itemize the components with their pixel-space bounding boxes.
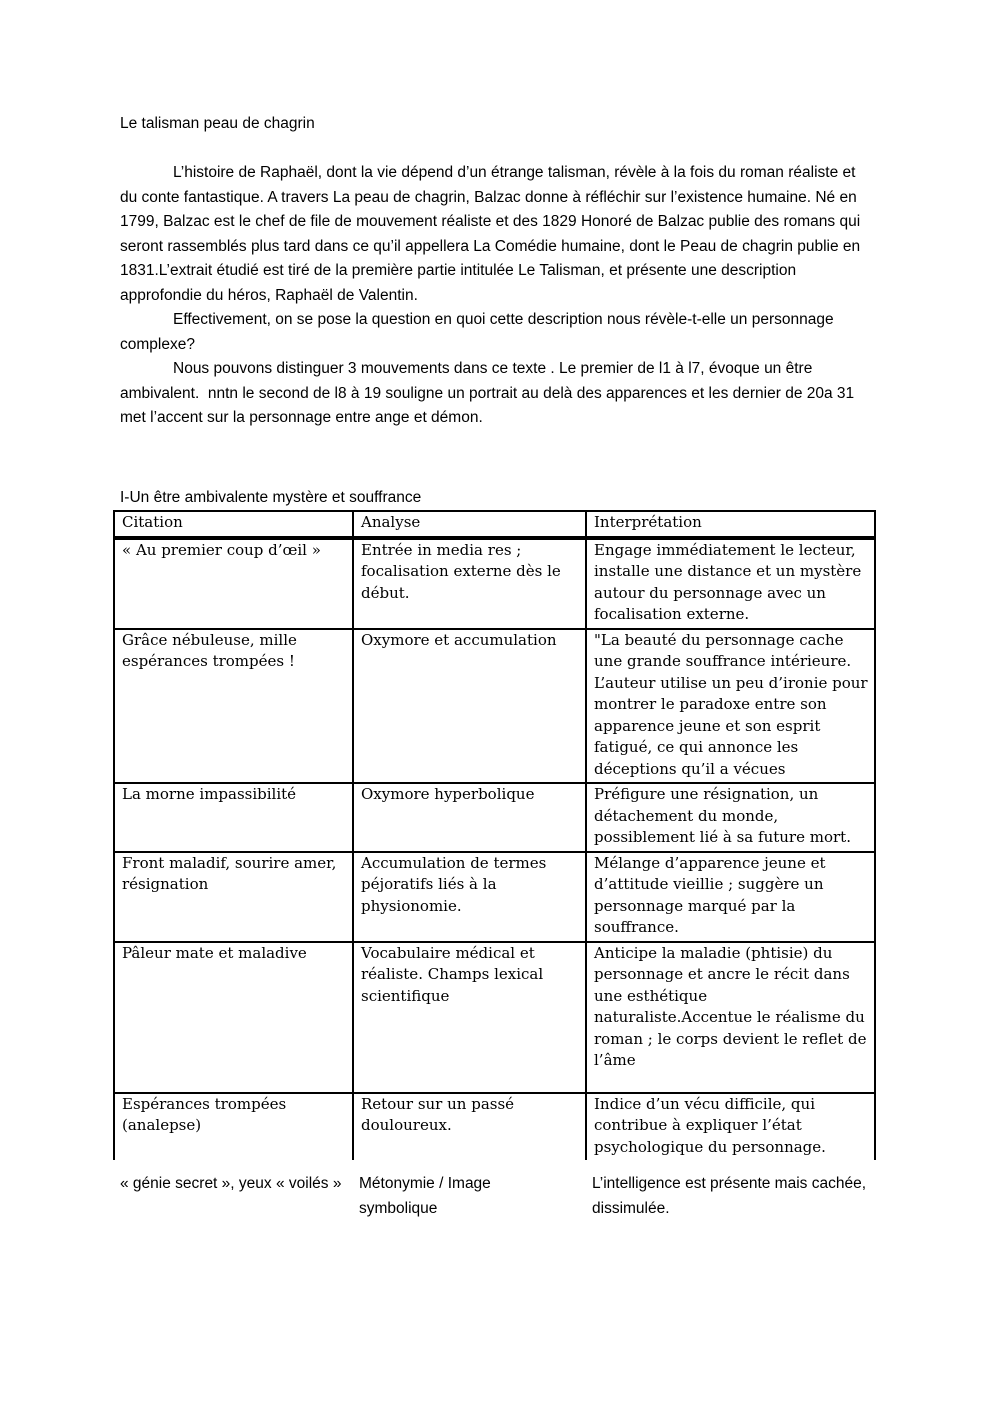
intro-paragraph: L’histoire de Raphaël, dont la vie dépend d’un étrange talisman, révèle à la fois du roman réaliste et du conte fantastique. A travers La peau de chagrin, Balzac donne à réfléchir sur l’existence humaine. Né en 1799, Balzac est le chef de file de mouvement réaliste et des 1829 Honoré de Balzac publie des romans qui seront rassemblés plus tard dans ce qu’il appellera La Comédie humaine, dont le Peau de chagrin publie en 1831.L’extrait étudié est tiré de la première partie intitulée Le Talisman, et présente une description approfondie du héros, Raphaël de Valentin. <box>120 164 865 304</box>
table-row <box>114 852 875 942</box>
table-row <box>114 942 875 1093</box>
table-row <box>114 783 875 852</box>
cell-citation: Grâce nébuleuse, mille espérances trompées ! <box>114 629 353 784</box>
cell-analyse: Entrée in media res ; focalisation externe dès le début. <box>353 538 586 629</box>
cell-interpretation: "La beauté du personnage cache une grande souffrance intérieure. L’auteur utilise un peu d’ironie pour montrer le paradoxe entre son apparence jeune et son esprit fatigué, ce qui annonce les déceptions qu’il a vécues <box>586 629 875 784</box>
document-content <box>120 112 874 1221</box>
cell-interpretation: Engage immédiatement le lecteur, installe une distance et un mystère autour du personnage avec un focalisation externe. <box>586 538 875 629</box>
column-header-interpretation: Interprétation <box>586 511 875 538</box>
cell-interpretation: Préfigure une résignation, un détachement du monde, possiblement lié à sa future mort. <box>586 783 875 852</box>
cell-analyse: Accumulation de termes péjoratifs liés à la physionomie. <box>353 852 586 942</box>
cell-citation: Pâleur mate et maladive <box>114 942 353 1093</box>
column-header-analyse: Analyse <box>353 511 586 538</box>
section-gap <box>120 431 874 486</box>
overflow-analyse: Métonymie / Image symbolique <box>359 1175 491 1217</box>
cell-interpretation: Anticipe la maladie (phtisie) du personnage et ancre le récit dans une esthétique naturaliste.Accentue le réalisme du roman ; le corps devient le reflet de l’âme <box>586 942 875 1093</box>
cell-citation: Front maladif, sourire amer, résignation <box>114 852 353 942</box>
cell-analyse: Vocabulaire médical et réaliste. Champs lexical scientifique <box>353 942 586 1093</box>
problematique-paragraph: Effectivement, on se pose la question en quoi cette description nous révèle-t-elle un personnage complexe? <box>120 311 838 353</box>
table-row <box>114 538 875 629</box>
cell-analyse: Oxymore et accumulation <box>353 629 586 784</box>
table-row <box>114 1093 875 1161</box>
blank-line <box>120 137 874 162</box>
cell-citation: Espérances trompées (analepse) <box>114 1093 353 1161</box>
section-heading: I-Un être ambivalente mystère et souffrance <box>120 488 422 506</box>
table-header-row <box>114 511 875 538</box>
analysis-table <box>113 510 876 1160</box>
cell-interpretation: Indice d’un vécu difficile, qui contribue à expliquer l’état psychologique du personnage. <box>586 1093 875 1161</box>
overflow-citation: « génie secret », yeux « voilés » <box>120 1175 342 1192</box>
plan-paragraph: Nous pouvons distinguer 3 mouvements dans ce texte . Le premier de l1 à l7, évoque un être ambivalent. nntn le second de l8 à 19 souligne un portrait au delà des apparences et les dernier de 20a 31 met l’accent sur la personnage entre ange et démon. <box>120 360 859 426</box>
table-row <box>114 629 875 784</box>
overflow-interpretation: L’intelligence est présente mais cachée, dissimulée. <box>592 1175 866 1217</box>
cell-interpretation: Mélange d’apparence jeune et d’attitude vieillie ; suggère un personnage marqué par la souffrance. <box>586 852 875 942</box>
column-header-citation: Citation <box>114 511 353 538</box>
table-overflow-row <box>113 1172 874 1221</box>
cell-citation: La morne impassibilité <box>114 783 353 852</box>
cell-analyse: Oxymore hyperbolique <box>353 783 586 852</box>
cell-analyse: Retour sur un passé douloureux. <box>353 1093 586 1161</box>
cell-citation: « Au premier coup d’œil » <box>114 538 353 629</box>
document-title: Le talisman peau de chagrin <box>120 115 315 132</box>
